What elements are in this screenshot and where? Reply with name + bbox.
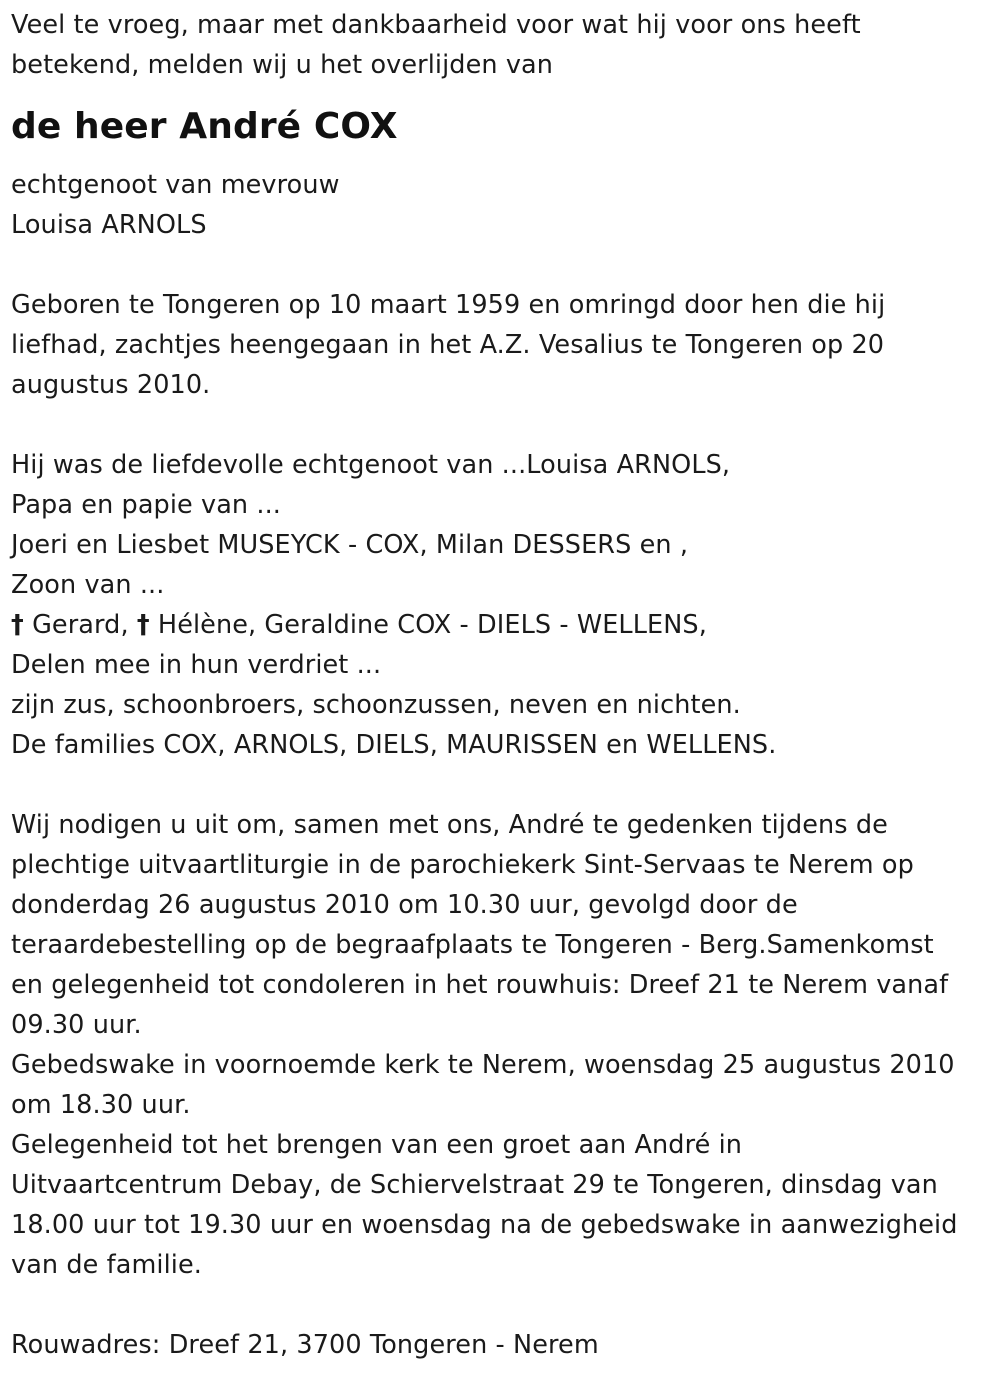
funeral-line: en gelegenheid tot condoleren in het rouwhuis: Dreef 21 te Nerem vanaf (11, 970, 949, 1000)
funeral-line: Wij nodigen u uit om, samen met ons, André te gedenken tijdens de (11, 810, 888, 840)
spouse-paragraph (11, 165, 991, 245)
cross-icon: † (11, 610, 24, 640)
funeral-line: donderdag 26 augustus 2010 om 10.30 uur, gevolgd door de (11, 890, 798, 920)
funeral-line: Uitvaartcentrum Debay, de Schiervelstraat 29 te Tongeren, dinsdag van (11, 1170, 938, 1200)
parent-name: Gerard, (23, 610, 137, 640)
funeral-line: 18.00 uur tot 19.30 uur en woensdag na de gebedswake in aanwezigheid (11, 1210, 958, 1240)
spacer (11, 1285, 991, 1325)
spacer (11, 245, 991, 285)
family-line: Hij was de liefdevolle echtgenoot van ...Louisa ARNOLS, (11, 450, 731, 480)
family-line: Joeri en Liesbet MUSEYCK - COX, Milan DESSERS en , (11, 530, 689, 560)
funeral-line: 09.30 uur. (11, 1010, 142, 1040)
birth-death-paragraph (11, 285, 991, 405)
intro-paragraph (11, 5, 991, 85)
family-line: Zoon van ... (11, 570, 165, 600)
spouse-name: Louisa ARNOLS (11, 210, 207, 240)
deceased-name-block (11, 85, 991, 165)
family-line: De families COX, ARNOLS, DIELS, MAURISSEN en WELLENS. (11, 730, 777, 760)
family-line: zijn zus, schoonbroers, schoonzussen, neven en nichten. (11, 690, 741, 720)
intro-line: betekend, melden wij u het overlijden van (11, 50, 554, 80)
funeral-line: Gelegenheid tot het brengen van een groet aan André in (11, 1130, 743, 1160)
family-line: Papa en papie van ... (11, 490, 282, 520)
family-line: Delen mee in hun verdriet ... (11, 650, 382, 680)
funeral-line: plechtige uitvaartliturgie in de parochiekerk Sint-Servaas te Nerem op (11, 850, 914, 880)
obituary-notice (11, 5, 991, 1365)
funeral-line: Gebedswake in voornoemde kerk te Nerem, woensdag 25 augustus 2010 (11, 1050, 955, 1080)
family-paragraph (11, 445, 991, 765)
funeral-paragraph (11, 805, 991, 1285)
spacer (11, 765, 991, 805)
spouse-line: echtgenoot van mevrouw (11, 170, 340, 200)
birth-death-line: Geboren te Tongeren op 10 maart 1959 en omringd door hen die hij (11, 290, 886, 320)
spacer (11, 405, 991, 445)
funeral-line: teraardebestelling op de begraafplaats te Tongeren - Berg.Samenkomst (11, 930, 934, 960)
parent-name: Hélène, Geraldine COX - DIELS - WELLENS, (149, 610, 707, 640)
mourning-address: Rouwadres: Dreef 21, 3700 Tongeren - Nerem (11, 1330, 599, 1360)
address-paragraph (11, 1325, 991, 1365)
funeral-line: van de familie. (11, 1250, 202, 1280)
cross-icon: † (136, 610, 150, 640)
deceased-name: de heer André COX (11, 106, 398, 147)
intro-line: Veel te vroeg, maar met dankbaarheid voor wat hij voor ons heeft (11, 10, 861, 40)
parents-line (11, 605, 991, 645)
birth-death-line: augustus 2010. (11, 370, 211, 400)
birth-death-line: liefhad, zachtjes heengegaan in het A.Z. Vesalius te Tongeren op 20 (11, 330, 885, 360)
funeral-line: om 18.30 uur. (11, 1090, 191, 1120)
